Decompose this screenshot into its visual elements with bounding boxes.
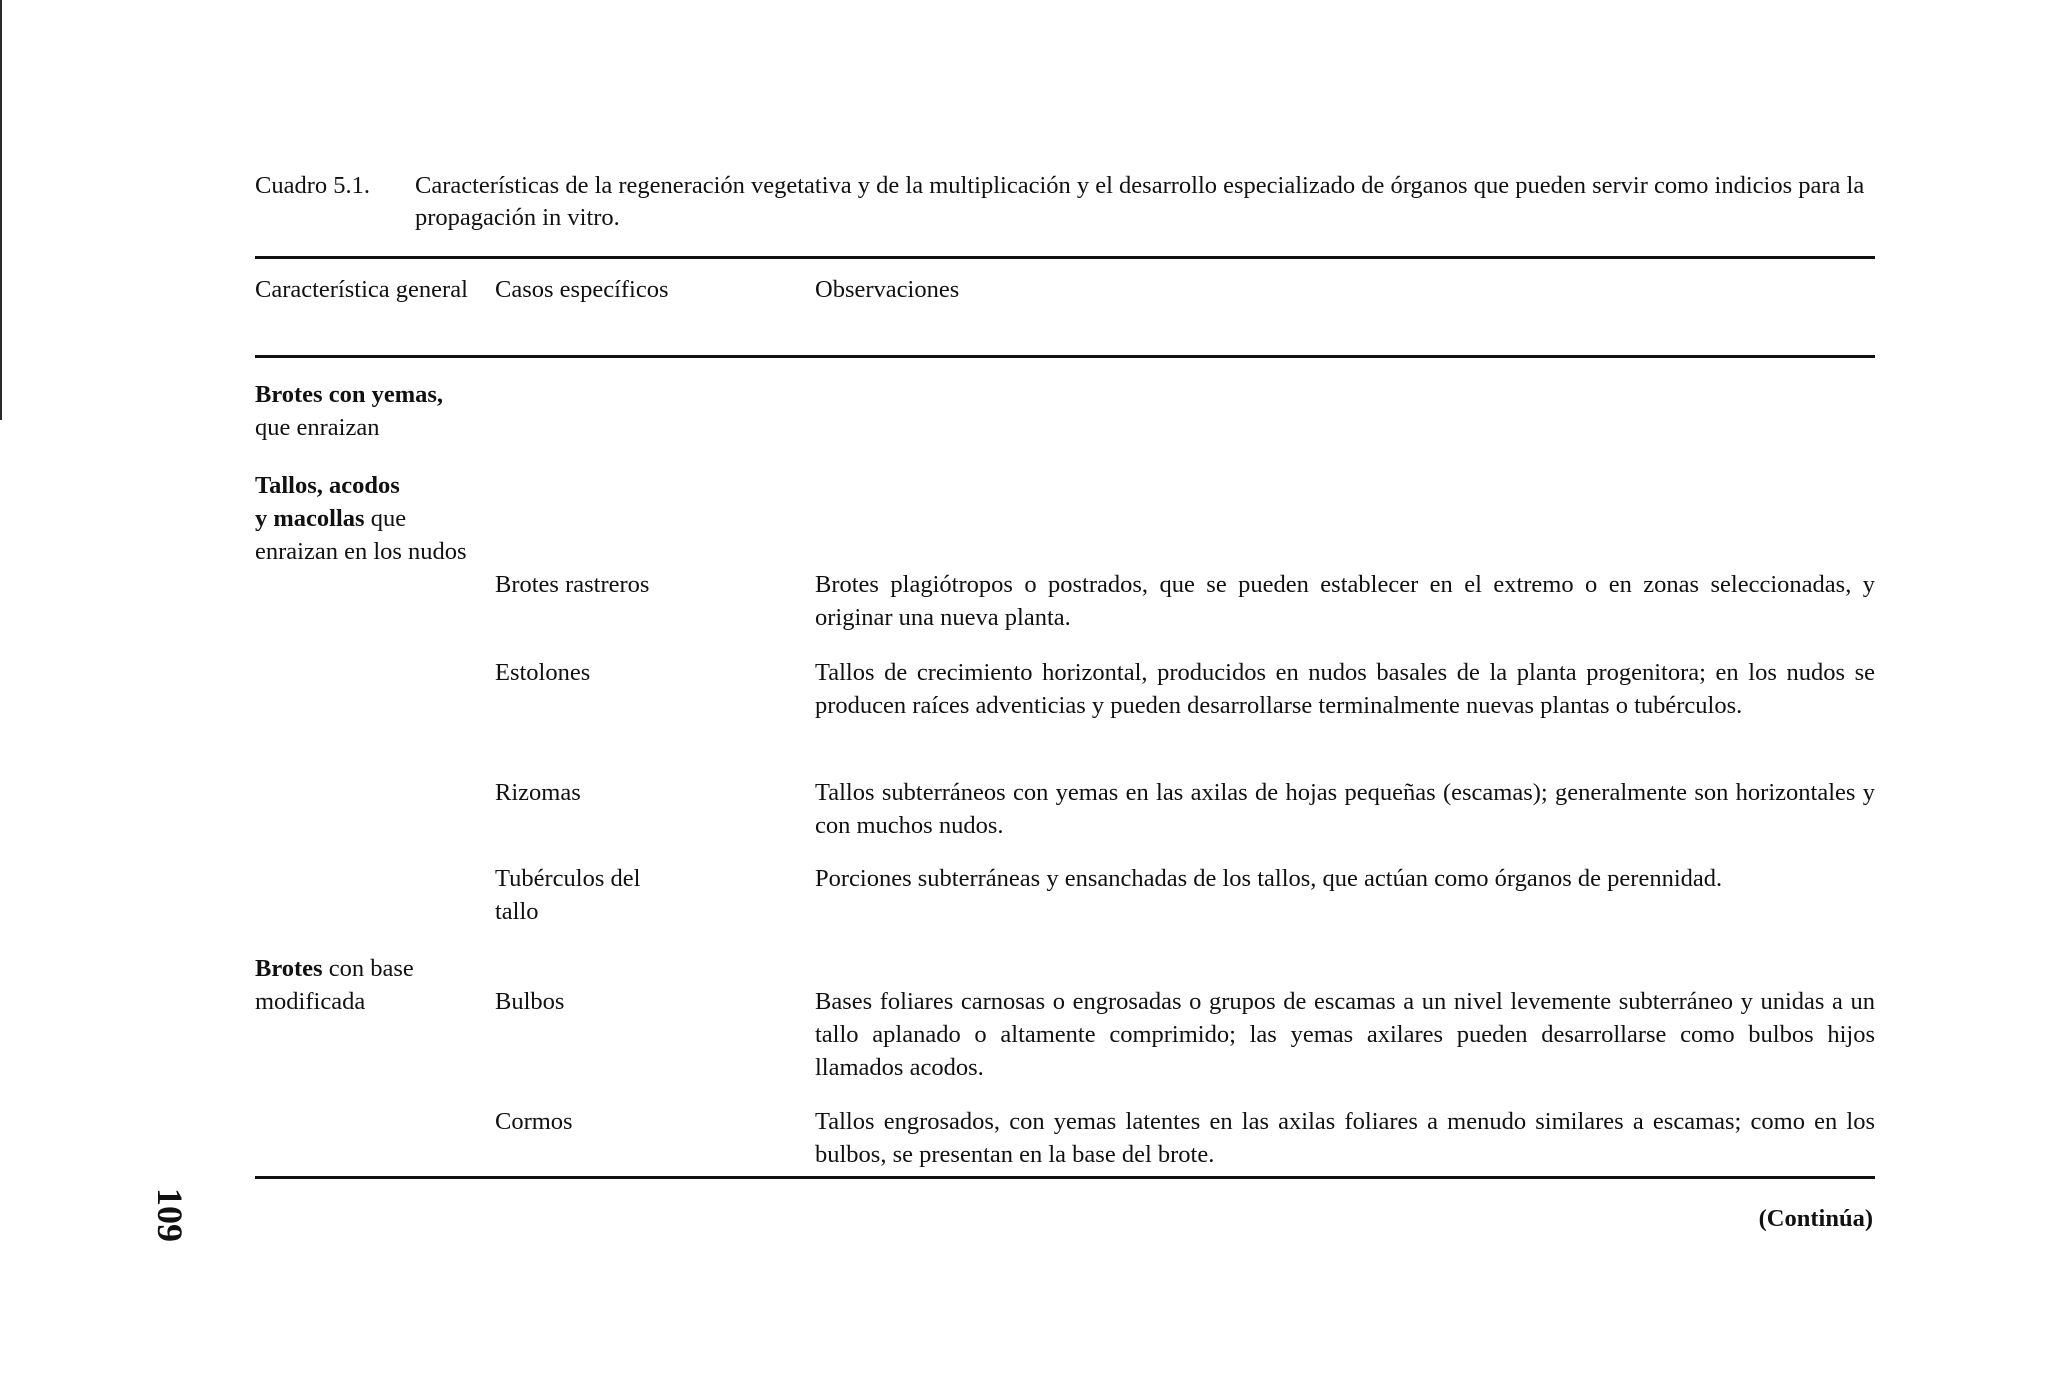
case-tuberculos: Tubérculos del tallo [495,865,641,925]
group-tallos-rest-2: enraizan en los nudos [255,538,467,565]
note-bulbos: Bases foliares carnosas o engrosadas o grupos de escamas a un nivel levemente subterráneo y unidas a un tallo aplanado o altamente comprimido; las yemas axilares pueden desarrollarse como bulbos hijos llamados acodos. [815,988,1875,1081]
case-bulbos: Bulbos [495,988,565,1015]
table-caption [255,170,1875,234]
group-brotes-yemas [255,378,485,444]
caption-label: Cuadro 5.1. [255,172,370,199]
note-estolones: Tallos de crecimiento horizontal, producidos en nudos basales de la planta progenitora; en los nudos se producen raíces adventicias y pueden desarrollarse terminalmente nuevas plantas o tubérculos. [815,659,1875,719]
group-brotes-base-rest-2: modificada [255,988,366,1015]
note-cormos: Tallos engrosados, con yemas latentes en las axilas foliares a menudo similares a escamas; como en los bulbos, se presentan en la base del brote. [815,1108,1875,1168]
caption-text: Características de la regeneración vegetativa y de la multiplicación y el desarrollo especializado de órganos que pueden servir como indicios para la propagación in vitro. [415,172,1865,231]
group-tallos-bold-2: y macollas [255,505,365,532]
group-brotes-base [255,952,485,1018]
note-tuberculos: Porciones subterráneas y ensanchadas de los tallos, que actúan como órganos de perennidad. [815,865,1723,892]
case-rizomas: Rizomas [495,779,581,806]
page-edge-line [0,0,2,420]
page-number: 109 [150,1188,190,1242]
note-brotes-rastreros: Brotes plagiótropos o postrados, que se pueden establecer en el extremo o en zonas seleccionadas, y originar una nueva planta. [815,571,1875,631]
group-tallos [255,469,485,568]
header-general: Característica general [255,276,468,303]
table-bottom-rule [255,1176,1875,1179]
case-cormos: Cormos [495,1108,573,1135]
case-estolones: Estolones [495,659,591,686]
case-brotes-rastreros: Brotes rastreros [495,571,650,598]
group-brotes-yemas-rest: que enraizan [255,414,380,441]
continued-label: (Continúa) [1758,1205,1873,1232]
table-top-rule [255,256,1875,259]
group-tallos-bold-1: Tallos, acodos [255,472,400,499]
group-brotes-yemas-bold: Brotes con yemas, [255,381,444,408]
note-rizomas: Tallos subterráneos con yemas en las axilas de hojas pequeñas (escamas); generalmente son horizontales y con muchos nudos. [815,779,1875,839]
group-tallos-rest-1: que [370,505,407,532]
group-brotes-base-rest-1: con base [328,955,414,982]
header-notes: Observaciones [815,276,960,303]
group-brotes-base-bold: Brotes [255,955,323,982]
table-header-rule [255,355,1875,358]
header-cases: Casos específicos [495,276,669,303]
